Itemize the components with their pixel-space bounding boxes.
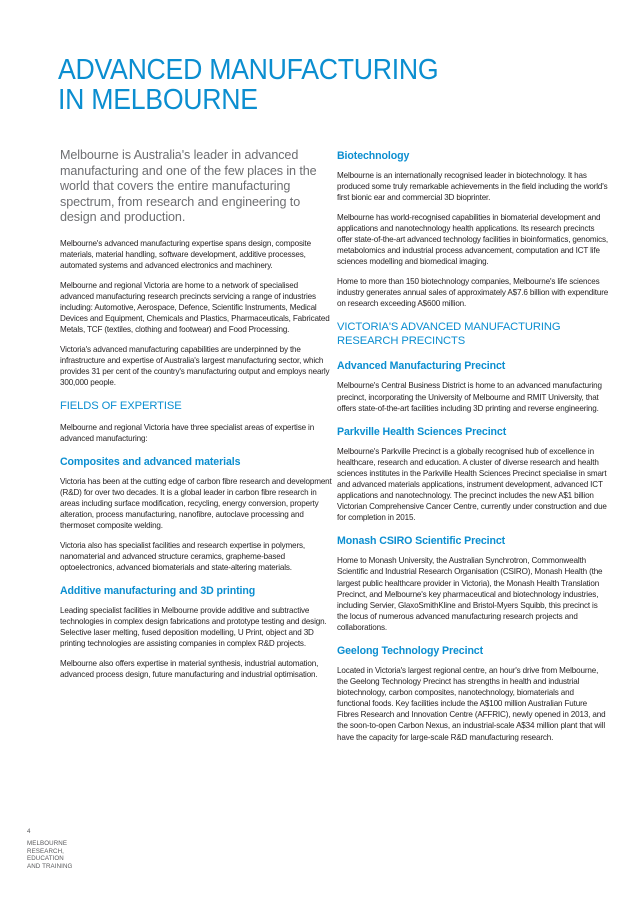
left-column [60,148,332,688]
body-paragraph: Melbourne and regional Victoria are home to a network of specialised advanced manufacturing research precincts servicing a range of industries including: Automotive, Aerospace, Defence, Scientific Instruments, Medical Devices and Equipment, Chemicals and Plastics, Pharmaceuticals, Fabricated Metals, TCF (textiles, clothing and footwear) and Food Processing. [60,280,330,335]
body-paragraph: Leading specialist facilities in Melbourne provide additive and subtractive technologies in complex design fabrications and prototype testing and design. Selective laser melting, fused deposition modelling, U Print, object and 3D printing technologies are assisting companies in complex R&D projects. [60,606,327,649]
publication-title-line: EDUCATION [27,855,64,863]
fields-intro-paragraph: Melbourne and regional Victoria have three specialist areas of expertise in advanced manufacturing: [60,422,315,443]
precinct-heading: Geelong Technology Precinct [337,645,484,657]
body-paragraph: Victoria also has specialist facilities and research expertise in polymers, nanomaterial and advanced structure ceramics, grapheme-based optoelectronics, advanced biomaterials and state-altering materials. [60,540,306,572]
precinct-description: Home to Monash University, the Australian Synchrotron, Commonwealth Scientific and Industrial Research Organisation (CSIRO), Monash Health (the largest public healthcare provider in Victoria), the Monash Health Translation Precinct, and Melbourne's key pharmaceutical and biotechnology industries, including Servier, GlaxoSmithKline and Bristol-Myers Squibb, this precinct is the locus of numerous advanced manufacturing research projects and collaborations. [337,556,603,632]
composites-heading: Composites and advanced materials [60,455,241,468]
precinct-description: Melbourne's Parkville Precinct is a globally recognised hub of excellence in healthcare, research and education. A cluster of diverse research and health sciences institutes in the Parkville Health Sciences Precinct specialise in smart and advanced materials applications, instrument development, advanced ICT applications and nanotechnology. The precinct includes the new A$1 billion Victorian Comprehensive Cancer Centre, currently under construction and due for completion in 2015. [337,446,607,523]
body-paragraph: Home to more than 150 biotechnology companies, Melbourne's life sciences industry generates annual sales of approximately A$7.6 billion with expenditure on research exceeding A$600 million. [337,276,609,308]
fields-of-expertise-heading: FIELDS OF EXPERTISE [60,399,182,412]
body-paragraph: Melbourne's advanced manufacturing expertise spans design, composite materials, material handling, software development, additive processes, automated systems and advanced electronics and machinery. [60,238,311,271]
publication-title-line: AND TRAINING [27,863,73,871]
body-paragraph: Victoria's advanced manufacturing capabilities are underpinned by the infrastructure and expertise of Australia's largest manufacturing sector, which provides 31 per cent of the country's manufacturing output and employs nearly 300,000 people. [60,344,330,387]
page-number: 4 [27,828,31,835]
page-footer [27,828,72,871]
publication-title-line: MELBOURNE [27,839,68,847]
body-paragraph: Melbourne has world-recognised capabilities in biomaterial development and applications and nanotechnology health applications. Its research precincts offer state-of-the-art advanced technology facilities in bioinformatics, genomics, metabolomics and industrial process advancement, computation and ICT life sciences modelling and biomedical imaging. [337,212,608,267]
page-title [58,55,438,115]
precinct-heading: Advanced Manufacturing Precinct [337,360,506,373]
intro-paragraph: Melbourne is Australia's leader in advanced manufacturing and one of the few places in the world that covers the entire manufacturing spectrum, from research and engineering to design and production. [60,148,317,225]
body-paragraph: Melbourne also offers expertise in material synthesis, industrial automation, advanced process design, future manufacturing and industrial optimisation. [60,658,319,679]
precinct-heading: Monash CSIRO Scientific Precinct [337,535,506,548]
right-column [337,148,609,751]
body-paragraph: Victoria has been at the cutting edge of carbon fibre research and development (R&D) for over two decades. It is a global leader in carbon fibre research in areas including surface modification, recycling, energy conversion, property alteration, process manufacturing, nanofibre, autoclave processing and thermoset composite welding. [60,476,332,531]
page-title-line-2: IN MELBOURNE [58,84,258,116]
precinct-heading: Parkville Health Sciences Precinct [337,425,507,438]
precinct-description: Located in Victoria's largest regional centre, an hour's drive from Melbourne, the Geelong Technology Precinct has strengths in health and industrial biotechnology, carbon composites, nanotechnology, biomaterials and functional foods. Key facilities include the A$100 million Australian Future Fibres Research and Innovation Centre (AFFRIC), newly opened in 2013, and the soon-to-open Carbon Nexus, an industrial-scale A$34 million plant that will have the capacity for large-scale R&D manufacturing research. [337,666,606,742]
page-title-line-1: ADVANCED MANUFACTURING [58,54,439,86]
research-precincts-heading: VICTORIA'S ADVANCED MANUFACTURING RESEARCH PRECINCTS [337,320,561,347]
additive-manufacturing-heading: Additive manufacturing and 3D printing [60,585,256,597]
precinct-description: Melbourne's Central Business District is home to an advanced manufacturing precinct, incorporating the University of Melbourne and RMIT University, that offers state-of-the-art facilities including 3D printing and reverse engineering. [337,381,602,413]
body-paragraph: Melbourne is an internationally recognised leader in biotechnology. It has produced some truly remarkable achievements in the field including the world's first bionic ear and commercial 3D bioprinter. [337,171,608,203]
publication-title-line: RESEARCH, [27,847,65,855]
biotechnology-heading: Biotechnology [337,150,410,162]
